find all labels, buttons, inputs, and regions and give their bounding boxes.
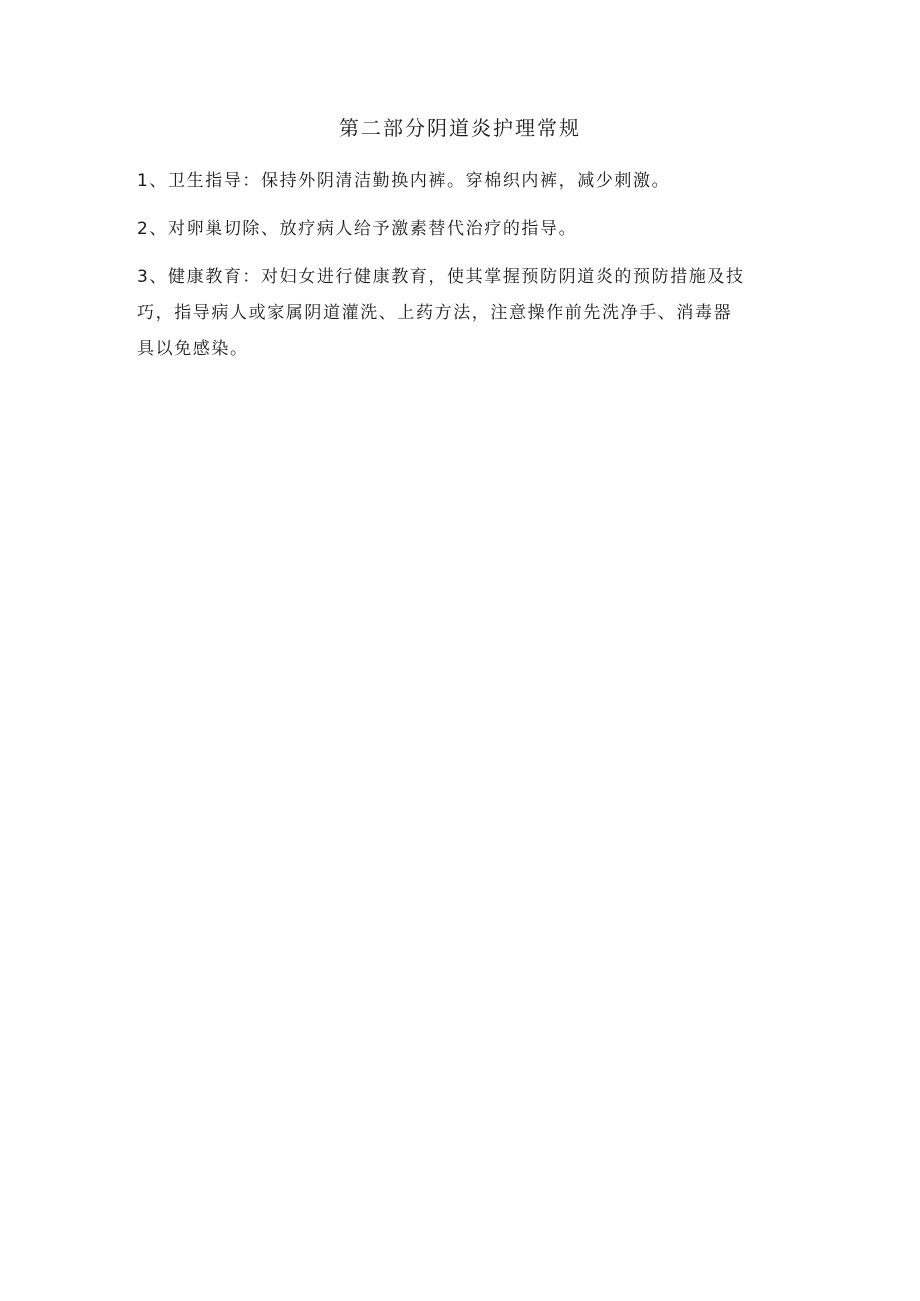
item-number: 3	[137, 267, 150, 287]
list-item-2	[137, 214, 787, 244]
item-text: 、对卵巢切除、放疗病人给予激素替代治疗的指导。	[149, 219, 578, 239]
item-text: 、卫生指导：保持外阴清洁勤换内裤。穿棉织内裤，减少刺激。	[149, 171, 671, 191]
item-line-1	[137, 261, 787, 293]
item-line-3: 具以免感染。	[137, 339, 249, 359]
list-item-3	[137, 261, 787, 369]
item-number: 2	[137, 219, 150, 239]
list-item-1	[137, 166, 787, 196]
item-number: 1	[137, 171, 150, 191]
item-text: 、健康教育：对妇女进行健康教育，使其掌握预防阴道炎的预防措施及技	[149, 267, 745, 287]
item-line-2: 巧，指导病人或家属阴道灌洗、上药方法，注意操作前先洗净手、消毒器	[137, 303, 733, 323]
document-title: 第二部分阴道炎护理常规	[339, 116, 581, 140]
